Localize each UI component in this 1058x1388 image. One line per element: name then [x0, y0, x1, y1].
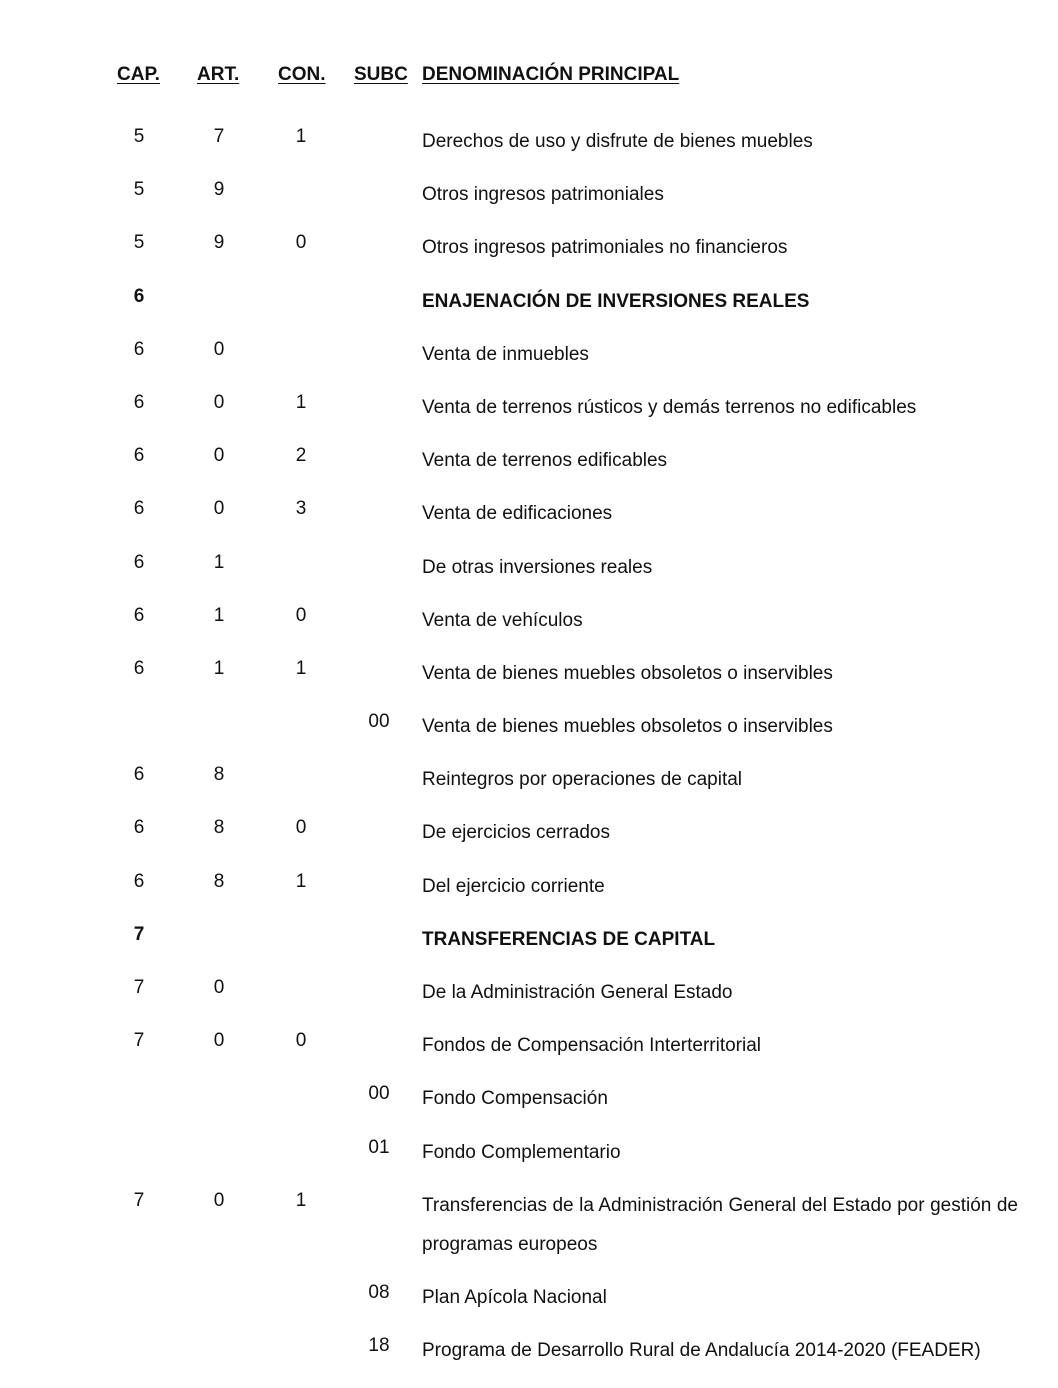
cap-cell: 6 — [133, 551, 145, 573]
denominacion-cell: Venta de bienes muebles obsoletos o inservibles — [422, 662, 833, 684]
subc-cell: 00 — [368, 711, 390, 733]
table-row — [0, 1026, 1058, 1065]
table-row — [0, 813, 1058, 852]
cap-cell: 6 — [133, 498, 145, 520]
denominacion-cell: Venta de terrenos edificables — [422, 450, 668, 472]
denominacion-cell: De ejercicios cerrados — [422, 822, 610, 844]
cap-cell: 7 — [133, 1030, 145, 1052]
table-body — [0, 126, 1058, 1388]
denominacion-cell: Plan Apícola Nacional — [422, 1286, 607, 1308]
table-row — [0, 601, 1058, 640]
art-cell: 1 — [213, 604, 225, 626]
table-row — [0, 441, 1058, 480]
denominacion-cell: Venta de edificaciones — [422, 503, 613, 525]
table-row — [0, 973, 1058, 1012]
denominacion-cell: Fondos de Compensación Interterritorial — [422, 1035, 762, 1057]
cap-cell: 5 — [133, 126, 145, 147]
denominacion-cell: Programa de Desarrollo Rural de Andalucía 2014-2020 (FEADER) — [422, 1340, 981, 1362]
denominacion-cell: Derechos de uso y disfrute de bienes muebles — [422, 131, 813, 152]
art-cell: 1 — [213, 657, 225, 679]
con-cell: 0 — [295, 232, 307, 254]
cap-cell: 6 — [133, 391, 145, 413]
table-row — [0, 1133, 1058, 1172]
cap-cell: 6 — [133, 338, 145, 360]
cap-cell: 6 — [133, 445, 145, 467]
table-header — [0, 64, 1058, 94]
denominacion-cell: Transferencias de la Administración General del Estado por gestión de programas europeos — [422, 1194, 1018, 1255]
cap-cell: 6 — [133, 870, 145, 892]
cap-cell: 7 — [133, 977, 145, 998]
con-cell: 3 — [295, 498, 307, 520]
cap-cell: 6 — [133, 817, 145, 839]
table-row — [0, 920, 1058, 959]
cap-cell: 5 — [133, 179, 145, 201]
cap-cell: 7 — [133, 923, 145, 945]
cap-cell: 6 — [133, 604, 145, 626]
con-cell: 2 — [295, 445, 307, 467]
header-con: CON. — [278, 64, 326, 85]
art-cell: 7 — [213, 126, 225, 147]
denominacion-cell: Reintegros por operaciones de capital — [422, 769, 743, 791]
cap-cell: 6 — [133, 764, 145, 786]
table-row — [0, 228, 1058, 267]
denominacion-cell: Fondo Compensación — [422, 1088, 608, 1110]
cap-cell: 5 — [133, 232, 145, 254]
con-cell: 1 — [295, 1189, 307, 1211]
con-cell: 0 — [295, 817, 307, 839]
table-row — [0, 1186, 1058, 1264]
con-cell: 0 — [295, 1030, 307, 1052]
subc-cell: 01 — [368, 1136, 390, 1158]
table-row — [0, 175, 1058, 214]
cap-cell: 7 — [133, 1189, 145, 1211]
art-cell: 0 — [213, 391, 225, 413]
denominacion-cell: Venta de inmuebles — [422, 343, 589, 365]
header-denominacion: DENOMINACIÓN PRINCIPAL — [422, 64, 680, 85]
table-row — [0, 1331, 1058, 1370]
table-row — [0, 548, 1058, 587]
table-row — [0, 654, 1058, 693]
subc-cell: 18 — [368, 1335, 390, 1357]
con-cell: 1 — [295, 870, 307, 892]
table-row — [0, 760, 1058, 799]
denominacion-cell: ENAJENACIÓN DE INVERSIONES REALES — [422, 290, 810, 312]
art-cell: 8 — [213, 870, 225, 892]
denominacion-cell: TRANSFERENCIAS DE CAPITAL — [422, 928, 716, 950]
header-cap: CAP. — [117, 64, 160, 85]
subc-cell: 00 — [368, 1083, 390, 1105]
art-cell: 9 — [213, 179, 225, 201]
cap-cell: 6 — [133, 285, 145, 307]
art-cell: 0 — [213, 1030, 225, 1052]
denominacion-cell: Venta de vehículos — [422, 609, 583, 631]
header-subc: SUBC — [354, 64, 408, 85]
table-row — [0, 1079, 1058, 1118]
subc-cell: 08 — [368, 1281, 390, 1303]
table-row — [0, 335, 1058, 374]
denominacion-cell: Venta de bienes muebles obsoletos o inservibles — [422, 716, 833, 738]
con-cell: 0 — [295, 604, 307, 626]
art-cell: 1 — [213, 551, 225, 573]
table-row — [0, 867, 1058, 906]
art-cell: 0 — [213, 1189, 225, 1211]
denominacion-cell: Del ejercicio corriente — [422, 875, 605, 897]
table-row — [0, 282, 1058, 321]
denominacion-cell: Otros ingresos patrimoniales no financieros — [422, 237, 788, 259]
art-cell: 9 — [213, 232, 225, 254]
con-cell: 1 — [295, 126, 307, 147]
cap-cell: 6 — [133, 657, 145, 679]
art-cell: 8 — [213, 817, 225, 839]
art-cell: 0 — [213, 977, 225, 998]
art-cell: 8 — [213, 764, 225, 786]
art-cell: 0 — [213, 445, 225, 467]
table-row — [0, 494, 1058, 533]
con-cell: 1 — [295, 391, 307, 413]
art-cell: 0 — [213, 498, 225, 520]
denominacion-cell: Fondo Complementario — [422, 1141, 621, 1163]
table-row — [0, 1278, 1058, 1317]
con-cell: 1 — [295, 657, 307, 679]
denominacion-cell: Otros ingresos patrimoniales — [422, 184, 664, 206]
table-row — [0, 122, 1058, 161]
denominacion-cell: De la Administración General Estado — [422, 982, 733, 1003]
header-art: ART. — [197, 64, 240, 85]
denominacion-cell: De otras inversiones reales — [422, 556, 653, 578]
denominacion-cell: Venta de terrenos rústicos y demás terrenos no edificables — [422, 396, 917, 418]
art-cell: 0 — [213, 338, 225, 360]
table-row — [0, 388, 1058, 427]
table-row — [0, 707, 1058, 746]
